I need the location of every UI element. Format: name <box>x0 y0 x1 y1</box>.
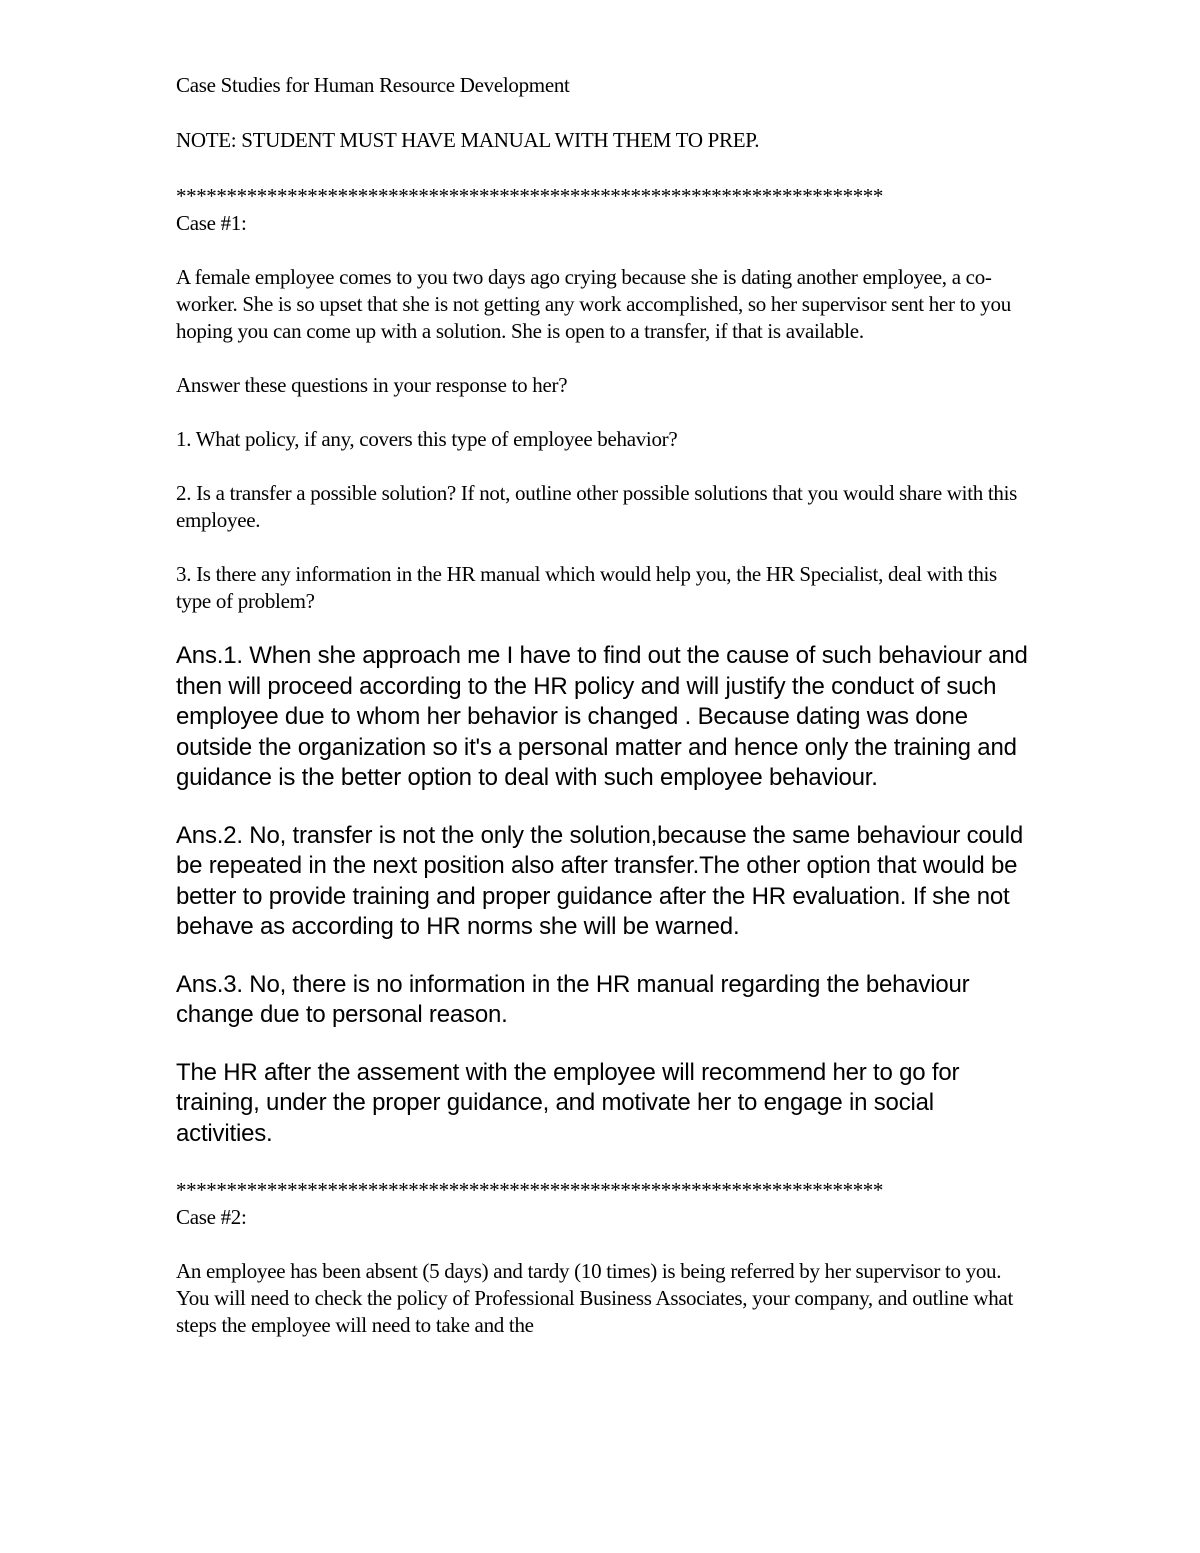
case1-question-2: 2. Is a transfer a possible solution? If not, outline other possible solutions that you would share with this employee. <box>176 481 1018 532</box>
case1-prompt: Answer these questions in your response to her? <box>176 373 568 397</box>
document-body <box>176 72 1036 1339</box>
document-title: Case Studies for Human Resource Development <box>176 73 570 97</box>
separator-2: ********************************************************************** <box>176 1178 884 1202</box>
case1-answer-3: Ans.3. No, there is no information in the HR manual regarding the behaviour change due to personal reason. <box>176 970 970 1028</box>
case2-heading: Case #2: <box>176 1205 247 1229</box>
case1-heading: Case #1: <box>176 211 247 235</box>
case1-answer-1: Ans.1. When she approach me I have to find out the cause of such behaviour and then will proceed according to the HR policy and will justify the conduct of such employee due to whom her behavior is changed . Because dating was done outside the organization so it's a personal matter and hence only the training and guidance is the better option to deal with such employee behaviour. <box>176 642 1028 791</box>
case1-question-1: 1. What policy, if any, covers this type of employee behavior? <box>176 427 678 451</box>
case1-answer-2: Ans.2. No, transfer is not the only the solution,because the same behaviour could be repeated in the next position also after transfer.The other option that would be better to provide training and proper guidance after the HR evaluation. If she not behave as according to HR norms she will be warned. <box>176 821 1023 940</box>
case1-scenario: A female employee comes to you two days ago crying because she is dating another employee, a co-worker. She is so upset that she is not getting any work accomplished, so her supervisor sent her to you hoping you can come up with a solution. She is open to a transfer, if that is available. <box>176 265 1011 343</box>
case1-answer-summary: The HR after the assement with the employee will recommend her to go for training, under the proper guidance, and motivate her to engage in social activities. <box>176 1058 960 1147</box>
case1-question-3: 3. Is there any information in the HR manual which would help you, the HR Specialist, deal with this type of problem? <box>176 562 997 613</box>
case2-scenario: An employee has been absent (5 days) and tardy (10 times) is being referred by her supervisor to you. You will need to check the policy of Professional Business Associates, your company, and outline what steps the employee will need to take and the <box>176 1259 1013 1337</box>
separator-1: ********************************************************************** <box>176 184 884 208</box>
note-line: NOTE: STUDENT MUST HAVE MANUAL WITH THEM TO PREP. <box>176 128 760 152</box>
